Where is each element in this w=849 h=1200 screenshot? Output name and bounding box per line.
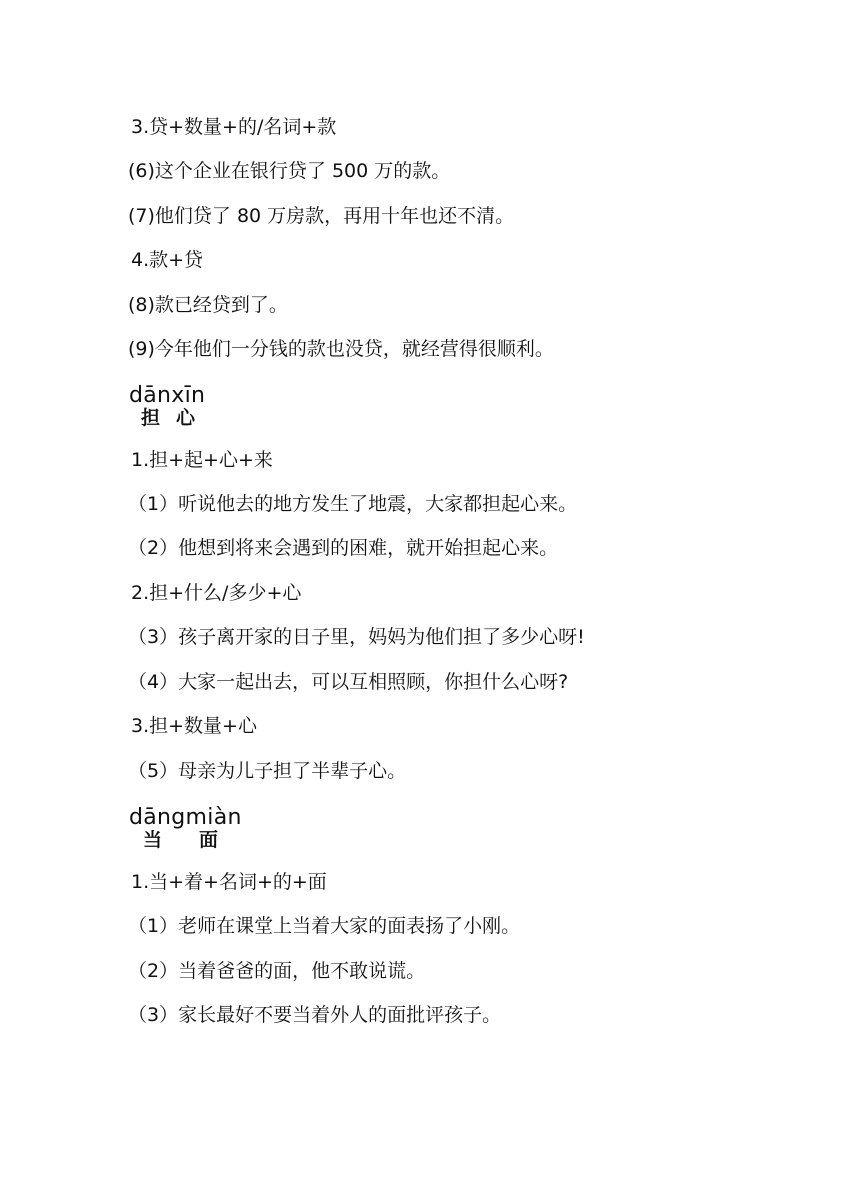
- pattern-heading: 3.贷+数量+的/名词+款: [131, 116, 337, 138]
- example-sentence: （4）大家一起出去，可以互相照顾，你担什么心呀?: [128, 671, 569, 693]
- example-sentence: (9)今年他们一分钱的款也没贷，就经营得很顺利。: [128, 338, 554, 360]
- example-sentence: （2）他想到将来会遇到的困难，就开始担起心来。: [128, 537, 559, 559]
- example-sentence: （1）听说他去的地方发生了地震，大家都担起心来。: [128, 493, 578, 515]
- example-sentence: (6)这个企业在银行贷了 500 万的款。: [128, 160, 451, 182]
- entry-headword-char: 担: [141, 407, 161, 429]
- pattern-heading: 4.款+贷: [131, 249, 204, 271]
- pattern-heading: 3.担+数量+心: [131, 715, 257, 737]
- example-sentence: （5）母亲为儿子担了半辈子心。: [128, 760, 407, 782]
- pattern-heading: 2.担+什么/多少+心: [131, 582, 302, 604]
- entry-headword-char: 心: [176, 407, 196, 429]
- example-sentence: (8)款已经贷到了。: [128, 294, 288, 316]
- entry-headword-char: 面: [199, 829, 219, 851]
- example-sentence: (7)他们贷了 80 万房款，再用十年也还不清。: [128, 205, 515, 227]
- entry-pinyin: dānxīn: [129, 383, 206, 408]
- pattern-heading: 1.当+着+名词+的+面: [131, 871, 327, 893]
- example-sentence: （3）孩子离开家的日子里，妈妈为他们担了多少心呀!: [128, 626, 585, 648]
- example-sentence: （1）老师在课堂上当着大家的面表扬了小刚。: [128, 915, 521, 937]
- example-sentence: （2）当着爸爸的面，他不敢说谎。: [128, 960, 426, 982]
- entry-headword-char: 当: [143, 829, 163, 851]
- example-sentence: （3）家长最好不要当着外人的面批评孩子。: [128, 1004, 502, 1026]
- entry-pinyin: dāngmiàn: [129, 805, 242, 830]
- pattern-heading: 1.担+起+心+来: [131, 449, 273, 471]
